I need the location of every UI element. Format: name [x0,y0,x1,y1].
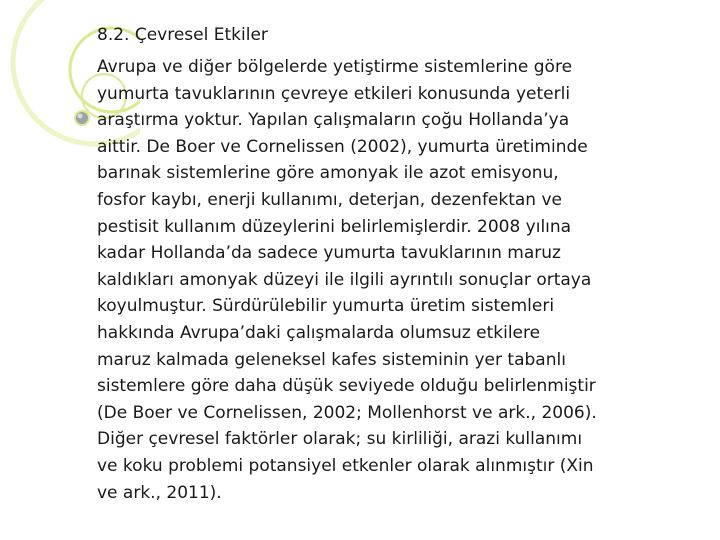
paragraph-line: maruz kalmada geleneksel kafes sisteminin yer tabanlı [97,349,566,370]
bullet-dot-highlight [78,114,83,119]
paragraph-line: fosfor kaybı, enerji kullanımı, deterjan, dezenfektan ve [97,189,563,210]
bullet-dot-icon [75,111,89,125]
body-paragraph [97,54,697,506]
section-heading: 8.2. Çevresel Etkiler [97,25,268,45]
paragraph-line: ve ark., 2011). [97,482,222,503]
paragraph-line: ve koku problemi potansiyel etkenler olarak alınmıştır (Xin [97,455,594,476]
paragraph-line: kaldıkları amonyak düzeyi ile ilgili ayrıntılı sonuçlar ortaya [97,269,592,290]
paragraph-line: Avrupa ve diğer bölgelerde yetiştirme sistemlerine göre [97,57,573,77]
paragraph-line: Diğer çevresel faktörler olarak; su kirliliği, arazi kullanımı [97,429,583,450]
paragraph-line: barınak sistemlerine göre amonyak ile azot emisyonu, [97,163,559,184]
paragraph-line: aittir. De Boer ve Cornelissen (2002), yumurta üretiminde [97,136,588,157]
paragraph-line: araştırma yoktur. Yapılan çalışmaların çoğu Hollanda’ya [97,110,570,131]
paragraph-line: yumurta tavuklarının çevreye etkileri konusunda yeterli [97,83,571,104]
paragraph-line: hakkında Avrupa’daki çalışmalarda olumsuz etkilere [97,322,541,343]
paragraph-line: kadar Hollanda’da sadece yumurta tavuklarının maruz [97,243,561,264]
paragraph-line: pestisit kullanım düzeylerini belirlemişlerdir. 2008 yılına [97,216,572,237]
slide-content [97,22,697,506]
paragraph-line: koyulmuştur. Sürdürülebilir yumurta üretim sistemleri [97,296,555,317]
paragraph-line: sistemlere göre daha düşük seviyede olduğu belirlenmiştir [97,376,596,397]
paragraph-line: (De Boer ve Cornelissen, 2002; Mollenhorst ve ark., 2006). [97,402,597,423]
